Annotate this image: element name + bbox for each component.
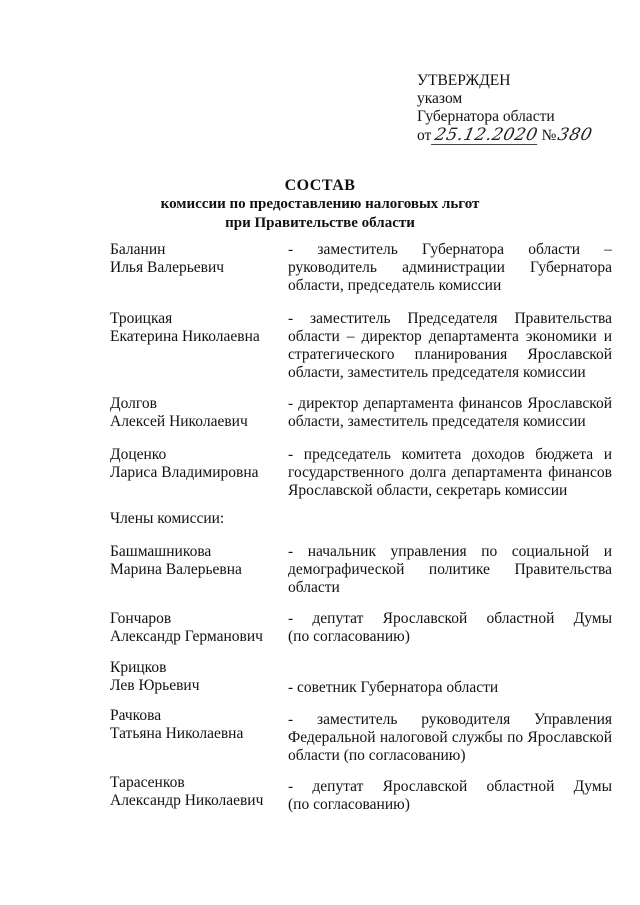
member-given-names: Александр Германович xyxy=(110,628,263,645)
member-name xyxy=(110,395,275,431)
title-sub-2: при Правительстве области xyxy=(225,215,415,231)
role-line: - заместитель Губернатора области – xyxy=(288,241,612,258)
member-surname: Гончаров xyxy=(110,610,172,627)
role-line: - начальник управления по социальной и xyxy=(288,543,612,560)
member-given-names: Екатерина Николаевна xyxy=(110,328,260,345)
member-given-names: Илья Валерьевич xyxy=(110,259,225,276)
member-surname: Баланин xyxy=(110,241,166,258)
member-role xyxy=(288,679,612,697)
role-line: (по согласованию) xyxy=(288,628,410,645)
role-line: - директор департамента финансов Ярославской xyxy=(288,395,612,412)
member-name xyxy=(110,543,275,579)
role-line: стратегического планирования Ярославской xyxy=(288,346,612,363)
approval-decree: указом xyxy=(417,90,463,107)
approval-from: от xyxy=(417,127,432,144)
role-line: Ярославской области, секретарь комиссии xyxy=(288,482,568,499)
approval-authority: Губернатора области xyxy=(417,108,555,125)
role-line: - депутат Ярославской областной Думы xyxy=(288,778,612,795)
member-role xyxy=(288,241,612,295)
member-role xyxy=(288,711,612,765)
member-given-names: Марина Валерьевна xyxy=(110,561,242,578)
role-line: области, заместитель председателя комиссии xyxy=(288,364,586,381)
role-line: демографической политике Правительства xyxy=(288,561,612,578)
member-name xyxy=(110,446,275,482)
role-line: государственного долга департамента финансов xyxy=(288,464,612,481)
role-line: области – директор департамента экономики и xyxy=(288,328,612,345)
number-sign: № xyxy=(541,127,557,144)
role-line: - советник Губернатора области xyxy=(288,679,499,696)
role-line: - заместитель Председателя Правительства xyxy=(288,310,612,327)
members-label: Члены комиссии: xyxy=(110,510,225,527)
member-surname: Доценко xyxy=(110,446,167,463)
approval-title: УТВЕРЖДЕН xyxy=(417,72,511,89)
member-name xyxy=(110,659,275,695)
approval-stamp xyxy=(417,72,594,145)
member-name xyxy=(110,774,275,810)
member-surname: Тарасенков xyxy=(110,774,185,791)
member-given-names: Александр Николаевич xyxy=(110,792,264,809)
member-given-names: Алексей Николаевич xyxy=(110,413,248,430)
member-given-names: Татьяна Николаевна xyxy=(110,725,244,742)
handwritten-date: 25.12.2020 xyxy=(433,125,540,145)
member-given-names: Лев Юрьевич xyxy=(110,677,200,694)
role-line: руководитель администрации Губернатора xyxy=(288,259,612,276)
role-line: - заместитель руководителя Управления xyxy=(288,711,612,728)
member-role xyxy=(288,395,612,431)
member-role xyxy=(288,446,612,500)
role-line: области (по согласованию) xyxy=(288,747,466,764)
member-name xyxy=(110,310,275,346)
role-line: Федеральной налоговой службы по Ярославской xyxy=(288,729,612,746)
member-name xyxy=(110,610,275,646)
member-surname: Троицкая xyxy=(110,310,173,327)
member-role xyxy=(288,310,612,382)
member-surname: Крицков xyxy=(110,659,167,676)
member-name xyxy=(110,241,275,277)
member-surname: Рачкова xyxy=(110,707,162,724)
role-line: области, председатель комиссии xyxy=(288,277,502,294)
role-line: (по согласованию) xyxy=(288,796,410,813)
document-title xyxy=(0,176,640,233)
title-main: СОСТАВ xyxy=(284,177,356,194)
role-line: - председатель комитета доходов бюджета и xyxy=(288,446,612,463)
member-role xyxy=(288,543,612,597)
handwritten-number: 380 xyxy=(556,125,595,145)
role-line: - депутат Ярославской областной Думы xyxy=(288,610,612,627)
member-surname: Долгов xyxy=(110,395,157,412)
role-line: области xyxy=(288,579,340,596)
member-name xyxy=(110,707,275,743)
member-surname: Башмашникова xyxy=(110,543,212,560)
approval-date-number xyxy=(417,126,594,145)
title-sub-1: комиссии по предоставлению налоговых льгот xyxy=(160,196,480,212)
member-given-names: Лариса Владимировна xyxy=(110,464,259,481)
member-role xyxy=(288,778,612,814)
member-role xyxy=(288,610,612,646)
role-line: области, заместитель председателя комиссии xyxy=(288,413,586,430)
